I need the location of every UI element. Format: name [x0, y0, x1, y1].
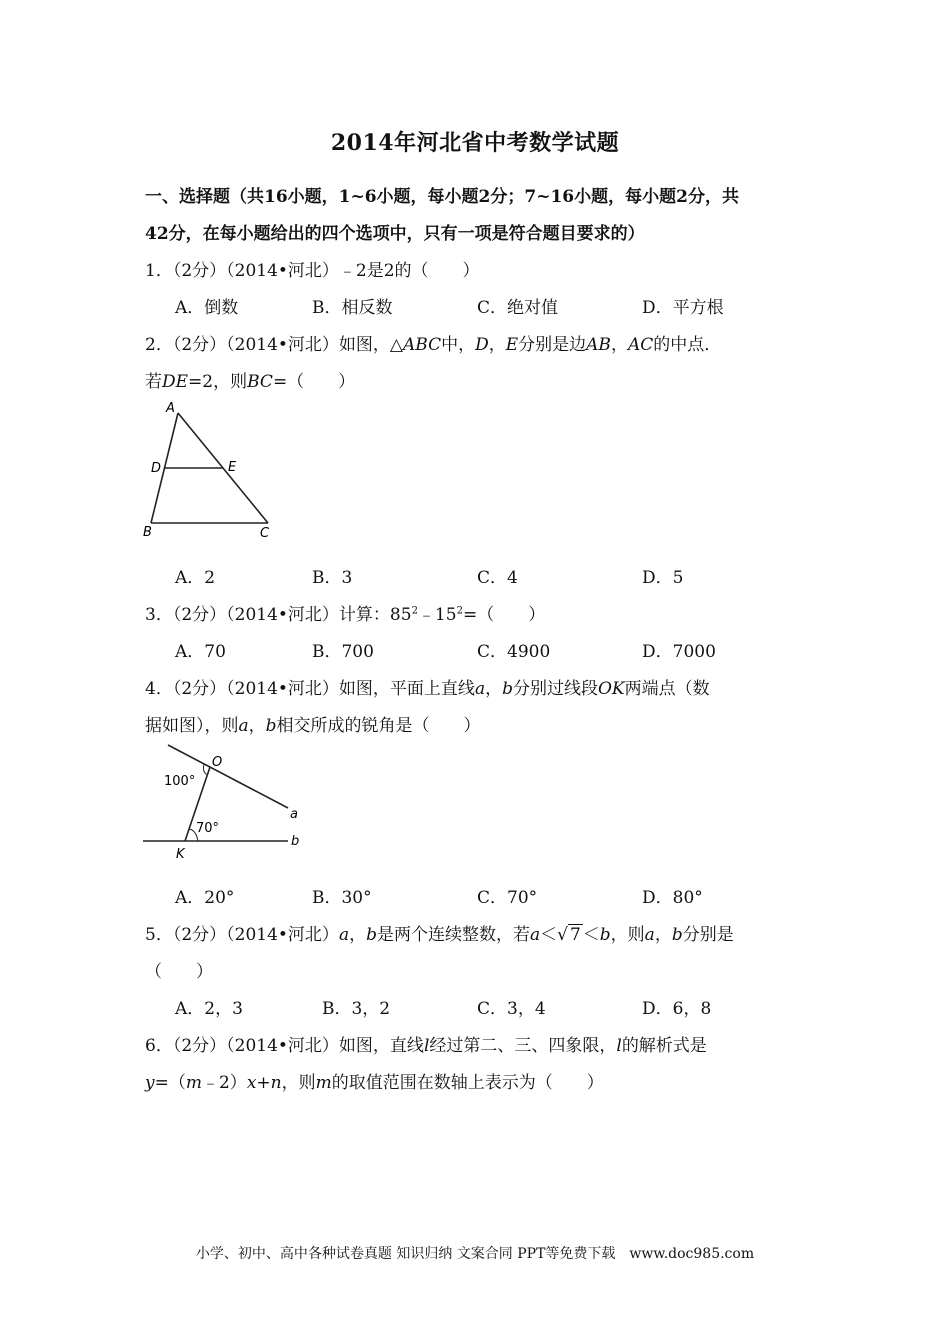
q4-text: 据如图），则 [145, 716, 239, 736]
q2-text: 分别是边 [518, 335, 587, 355]
q6-text: 6．（2分）（2014•河北）如图，直线 [145, 1036, 424, 1056]
q5-text: ，则 [610, 925, 645, 945]
question-2-line2 [145, 367, 815, 392]
q5-text: 分别是 [682, 925, 734, 945]
q6-text: ，则 [281, 1073, 316, 1093]
q5-var: a [529, 925, 541, 945]
q6-text: =（ [154, 1073, 186, 1093]
q5-text: ＜ [540, 925, 558, 945]
q6-var: m [315, 1073, 332, 1093]
option-d[interactable]: D．平方根 [642, 298, 724, 318]
question-3-options [175, 637, 815, 663]
question-5-line2: （ ） [145, 962, 213, 982]
q6-var: l [616, 1036, 622, 1056]
option-c[interactable]: C．4 [477, 568, 518, 588]
section-heading-line2: 42分，在每小题给出的四个选项中，只有一项是符合题目要求的） [145, 224, 645, 244]
q2-text: =（ ） [272, 372, 356, 392]
q3-exponent: 2 [411, 605, 418, 617]
label-b: B [143, 525, 152, 540]
option-d[interactable]: D．7000 [642, 642, 716, 662]
q2-text: 的中点． [653, 335, 722, 355]
label-line-b: b [291, 834, 300, 849]
q5-var: a [644, 925, 655, 945]
label-e: E [228, 460, 237, 475]
label-line-a: a [290, 807, 298, 822]
q2-var: AB [586, 335, 611, 355]
question-1-text: 1．（2分）（2014•河北）﹣2是2的（ ） [145, 261, 480, 281]
option-a[interactable]: A．2 [175, 568, 216, 588]
q5-text: 5．（2分）（2014•河北） [145, 925, 339, 945]
option-b[interactable]: B．3 [312, 568, 353, 588]
q2-text: 中， [441, 335, 476, 355]
q2-var: AC [627, 335, 654, 355]
option-d[interactable]: D．5 [642, 568, 684, 588]
question-6-line1 [145, 1031, 815, 1056]
q2-text: ， [610, 335, 628, 355]
q6-var: m [185, 1073, 202, 1093]
label-angle-100: 100° [164, 774, 196, 789]
q3-text: ﹣15 [417, 605, 457, 625]
q4-var: a [238, 716, 249, 736]
q4-var: b [265, 716, 277, 736]
q2-var: ABC [403, 335, 442, 355]
option-c[interactable]: C．4900 [477, 642, 551, 662]
q6-var: l [423, 1036, 430, 1056]
q5-var: b [671, 925, 683, 945]
q5-text: ＜ [582, 925, 600, 945]
option-a[interactable]: A．倒数 [175, 298, 239, 318]
option-a[interactable]: A．20° [175, 888, 235, 908]
q4-text: 分别过线段 [512, 679, 598, 699]
q2-var: DE [162, 372, 189, 392]
label-a: A [166, 401, 175, 416]
page-title: 2014年河北省中考数学试题 [330, 130, 620, 156]
option-a[interactable]: A．70 [175, 642, 226, 662]
option-b[interactable]: B．30° [312, 888, 372, 908]
q6-text: ﹣2） [201, 1073, 247, 1093]
q2-text: 若 [145, 372, 162, 392]
q4-text: ， [485, 679, 503, 699]
question-5-options [175, 994, 815, 1020]
label-d: D [151, 461, 162, 476]
q2-var: E [505, 335, 519, 355]
q5-var: b [366, 925, 377, 945]
sqrt-radicand: 7 [569, 925, 581, 945]
sqrt-symbol: √ 7 [557, 925, 581, 945]
section-heading-line1: 一、选择题（共16小题，1~6小题，每小题2分；7~16小题，每小题2分，共 [145, 187, 739, 207]
q6-var: y [145, 1073, 155, 1093]
option-d[interactable]: D．80° [642, 888, 703, 908]
q6-var: x [246, 1073, 257, 1093]
q4-text: 两端点（数 [624, 679, 710, 699]
q2-text: =2，则 [188, 372, 248, 392]
question-4-lines-figure [138, 740, 318, 865]
q2-text: ， [488, 335, 506, 355]
option-b[interactable]: B．3，2 [322, 999, 391, 1019]
option-b[interactable]: B．相反数 [312, 298, 393, 318]
q5-text: ， [349, 925, 367, 945]
question-2-line1 [145, 330, 815, 355]
q4-text: ， [248, 716, 266, 736]
q5-var: a [338, 925, 350, 945]
option-c[interactable]: C．绝对值 [477, 298, 559, 318]
label-angle-70: 70° [196, 821, 220, 836]
question-2-triangle-figure [138, 396, 288, 546]
q4-text: 4．（2分）（2014•河北）如图，平面上直线 [145, 679, 475, 699]
option-b[interactable]: B．700 [312, 642, 374, 662]
question-4-line2 [145, 711, 815, 736]
q2-text: 2．（2分）（2014•河北）如图，△ [145, 335, 403, 355]
question-5-line1 [145, 920, 815, 945]
question-2-options [175, 563, 815, 589]
q4-text: 相交所成的锐角是（ ） [276, 716, 481, 736]
q5-text: 是两个连续整数，若 [376, 925, 530, 945]
option-c[interactable]: C．70° [477, 888, 538, 908]
page-footer: 小学、初中、高中各种试卷真题 知识归纳 文案合同 PPT等免费下载 www.doc985.com [195, 1246, 755, 1262]
q4-var: OK [597, 679, 625, 699]
q4-var: b [502, 679, 513, 699]
question-4-line1 [145, 674, 815, 699]
q6-text: 的解析式是 [621, 1036, 707, 1056]
q3-exponent: 2 [456, 605, 463, 617]
q6-var: n [270, 1073, 282, 1093]
q5-var: b [599, 925, 611, 945]
option-d[interactable]: D．6，8 [642, 999, 712, 1019]
q5-text: ， [654, 925, 672, 945]
question-3-text [145, 600, 815, 625]
q3-text: 3．（2分）（2014•河北）计算：85 [145, 605, 412, 625]
option-a[interactable]: A．2，3 [175, 999, 243, 1019]
q4-var: a [474, 679, 486, 699]
label-c: C [260, 526, 270, 541]
question-1-options [175, 293, 815, 319]
q3-text: =（ ） [462, 605, 546, 625]
option-c[interactable]: C．3，4 [477, 999, 546, 1019]
question-6-line2 [145, 1068, 815, 1093]
label-k: K [176, 847, 185, 862]
question-4-options [175, 883, 815, 909]
q2-var: D [475, 335, 489, 355]
q6-text: 的取值范围在数轴上表示为（ ） [331, 1073, 604, 1093]
label-o: O [212, 755, 223, 770]
q2-var: BC [247, 372, 273, 392]
q6-text: + [256, 1073, 271, 1093]
q6-text: 经过第二、三、四象限， [429, 1036, 617, 1056]
